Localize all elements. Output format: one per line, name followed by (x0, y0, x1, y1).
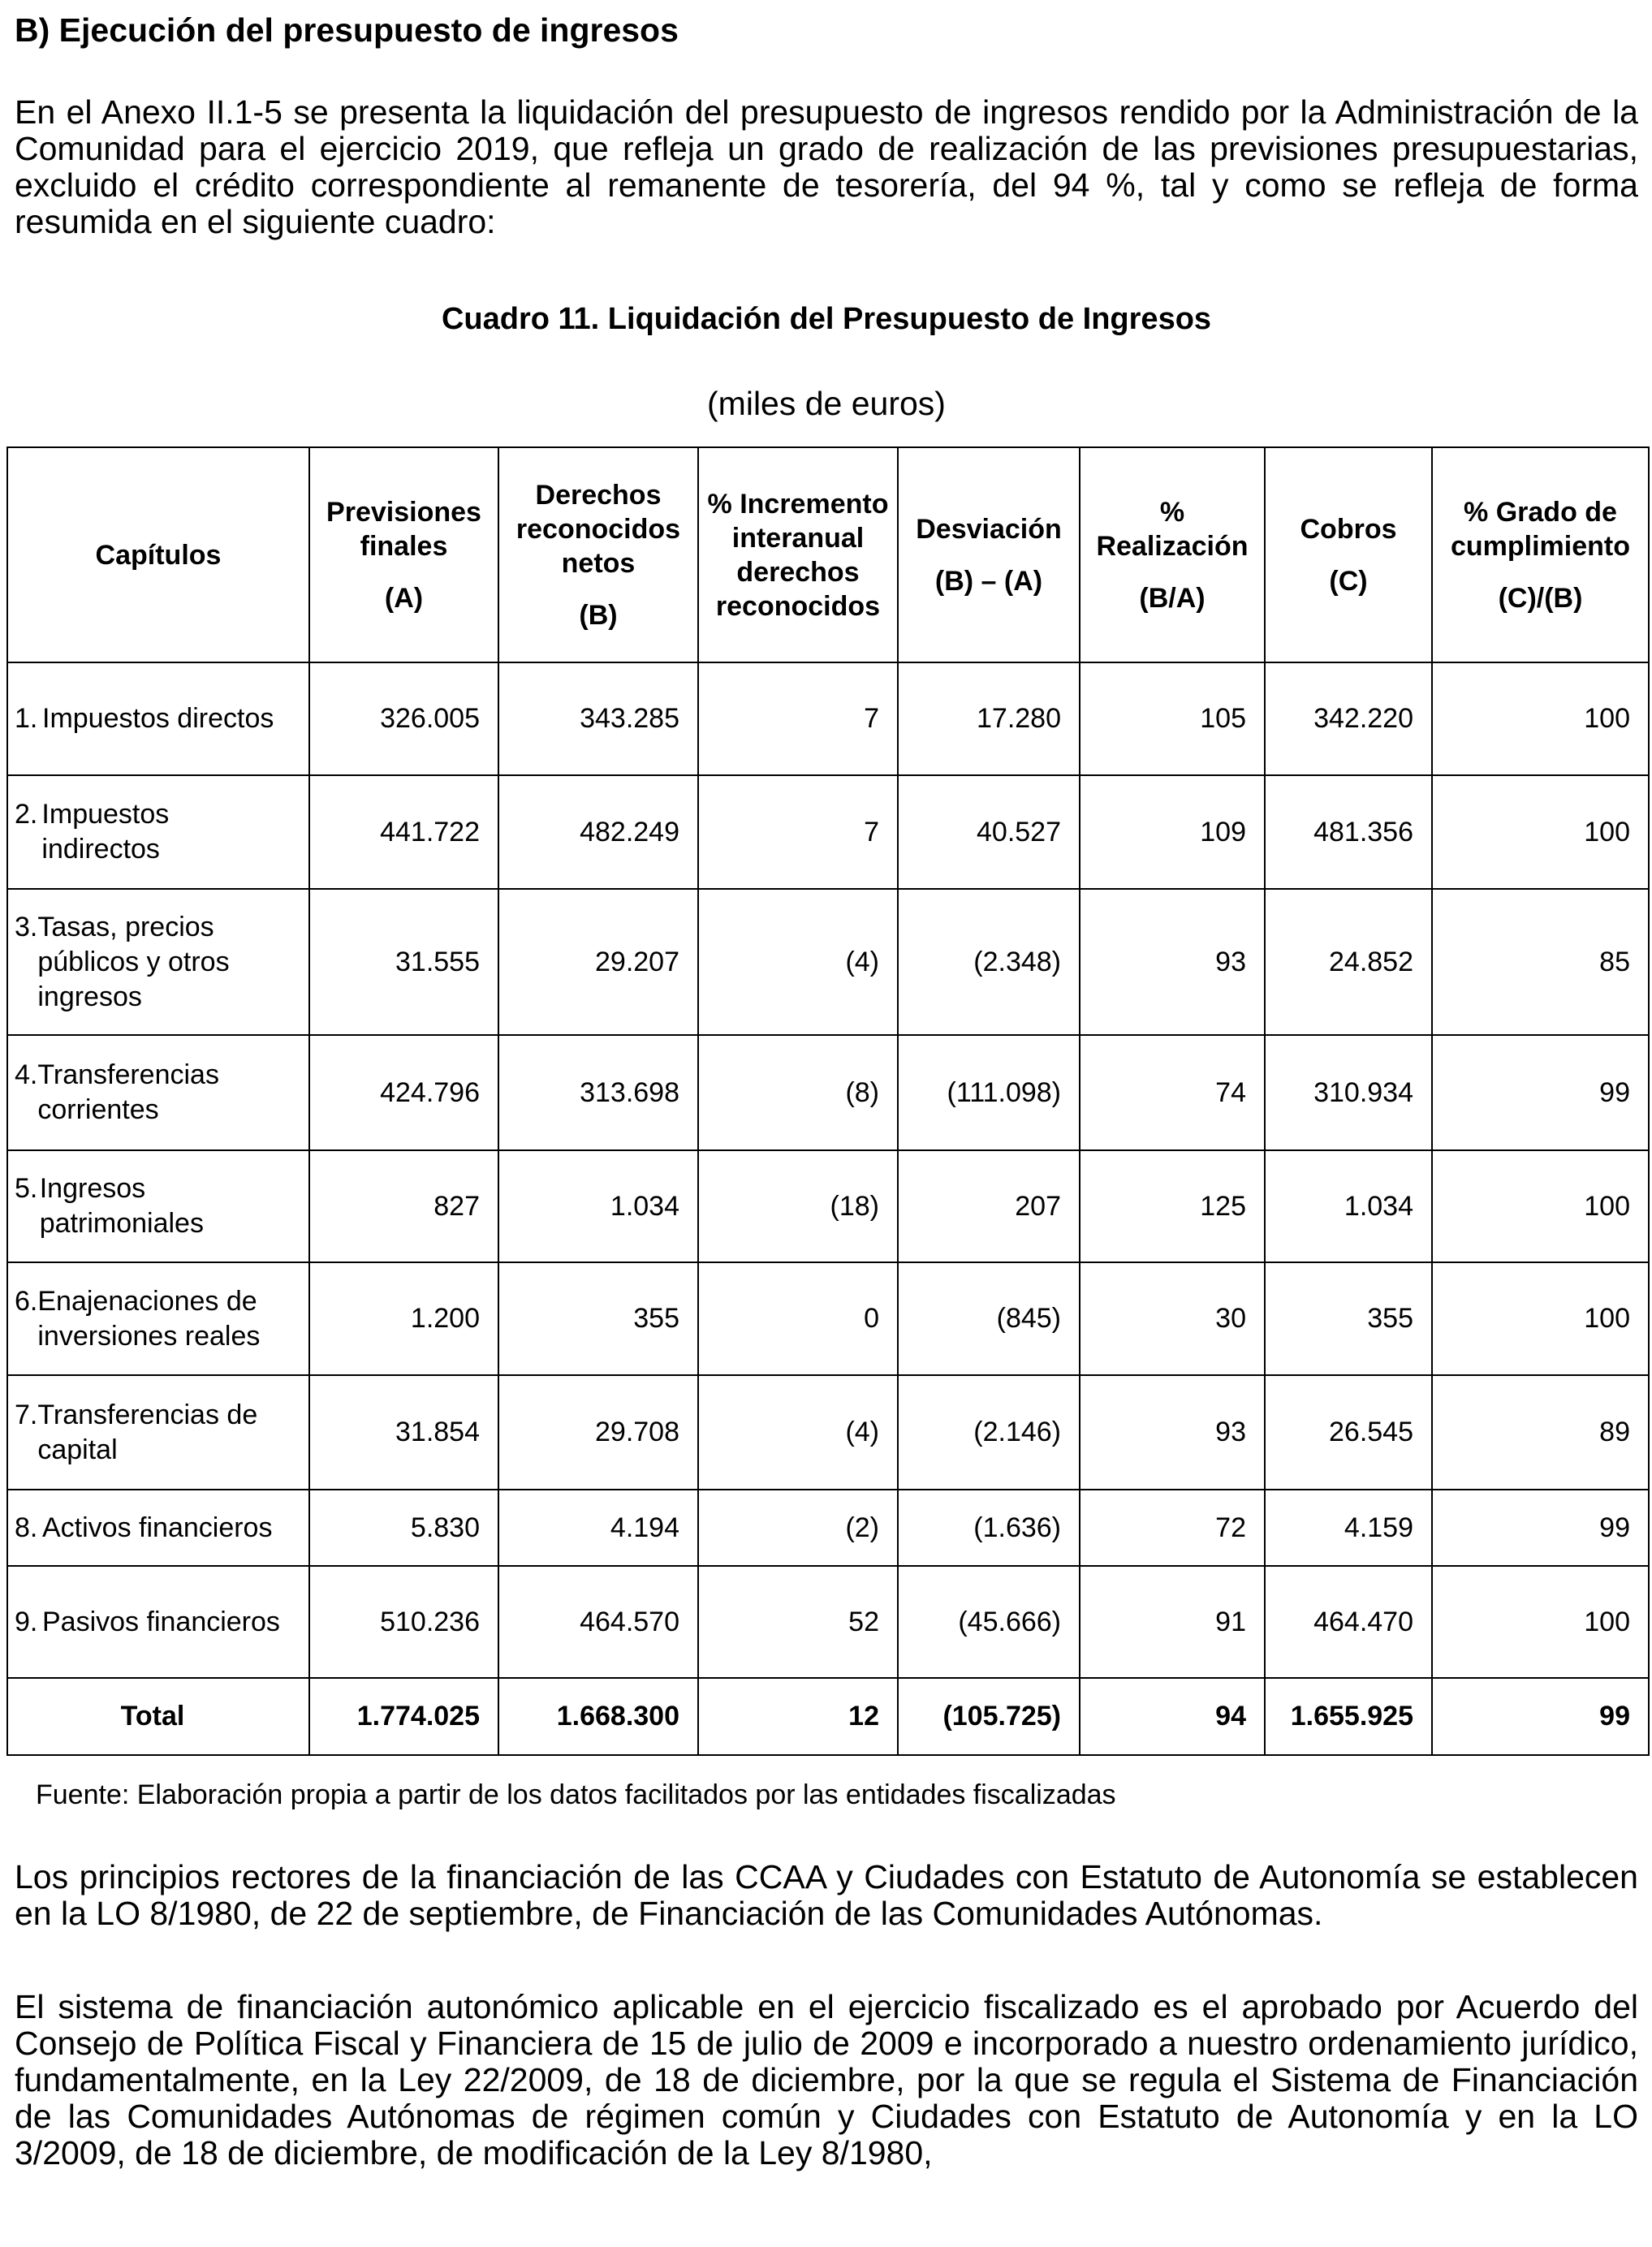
row-chapter-label: Impuestos indirectos (41, 799, 170, 865)
cell-previsiones: 31.854 (309, 1375, 498, 1490)
cell-cumplimiento: 99 (1432, 1490, 1649, 1566)
total-desviacion: (105.725) (898, 1678, 1080, 1755)
header-previsiones-label: Previsiones finales (326, 496, 481, 562)
row-chapter-label: Transferencias de capital (37, 1399, 258, 1465)
cell-cumplimiento: 100 (1432, 662, 1649, 775)
table-row (7, 1566, 1649, 1678)
row-chapter (7, 1490, 309, 1566)
cell-realizacion: 91 (1080, 1566, 1265, 1678)
budget-table (6, 446, 1650, 1756)
header-realizacion-label: % Realización (1096, 496, 1249, 562)
row-chapter (7, 1566, 309, 1678)
total-realizacion: 94 (1080, 1678, 1265, 1755)
row-chapter-number: 6. (15, 1285, 38, 1317)
cell-desviacion: (111.098) (898, 1035, 1080, 1150)
row-chapter (7, 1375, 309, 1490)
total-incremento: 12 (698, 1678, 898, 1755)
header-derechos-sub: (B) (579, 599, 618, 631)
table-row (7, 775, 1649, 889)
row-chapter-label: Activos financieros (42, 1512, 273, 1543)
cell-previsiones: 31.555 (309, 889, 498, 1035)
header-cumplimiento-label: % Grado de cumplimiento (1450, 496, 1631, 562)
cell-derechos: 313.698 (498, 1035, 698, 1150)
row-chapter-number: 2. (15, 799, 38, 830)
cell-cobros: 342.220 (1265, 662, 1432, 775)
intro-paragraph: En el Anexo II.1-5 se presenta la liquidación del presupuesto de ingresos rendido por la Administración de la Comunidad para el ejercicio 2019, que refleja un grado de realización de las previsiones presupuestarias, excluido el crédito correspondiente al remanente de tesorería, del 94 %, tal y como se refleja de forma resumida en el siguiente cuadro: (15, 93, 1638, 240)
row-chapter (7, 775, 309, 889)
cell-incremento: (4) (698, 1375, 898, 1490)
table-row (7, 1035, 1649, 1150)
cell-realizacion: 93 (1080, 1375, 1265, 1490)
cell-cumplimiento: 100 (1432, 1566, 1649, 1678)
cell-derechos: 343.285 (498, 662, 698, 775)
paragraph-financing-principles: Los principios rectores de la financiación de las CCAA y Ciudades con Estatuto de Autonomía se establecen en la LO 8/1980, de 22 de septiembre, de Financiación de las Comunidades Autónomas. (15, 1858, 1638, 1932)
row-chapter-label: Enajenaciones de inversiones reales (37, 1285, 261, 1352)
cell-previsiones: 827 (309, 1150, 498, 1262)
cell-realizacion: 30 (1080, 1262, 1265, 1375)
cell-derechos: 482.249 (498, 775, 698, 889)
cell-realizacion: 74 (1080, 1035, 1265, 1150)
table-total-row (7, 1678, 1649, 1755)
table-row (7, 1262, 1649, 1375)
cell-realizacion: 105 (1080, 662, 1265, 775)
cell-incremento: 7 (698, 662, 898, 775)
cell-previsiones: 424.796 (309, 1035, 498, 1150)
cell-incremento: (2) (698, 1490, 898, 1566)
header-cumplimiento-sub: (C)/(B) (1498, 582, 1583, 614)
row-chapter (7, 889, 309, 1035)
row-chapter-number: 7. (15, 1399, 38, 1430)
cell-previsiones: 326.005 (309, 662, 498, 775)
cell-cumplimiento: 100 (1432, 775, 1649, 889)
cell-desviacion: (2.348) (898, 889, 1080, 1035)
header-derechos (498, 447, 698, 662)
row-chapter-label: Impuestos directos (42, 703, 274, 734)
header-cobros (1265, 447, 1432, 662)
cell-cumplimiento: 99 (1432, 1035, 1649, 1150)
header-cobros-sub: (C) (1329, 565, 1368, 597)
table-row (7, 1150, 1649, 1262)
row-chapter (7, 1035, 309, 1150)
cell-desviacion: 207 (898, 1150, 1080, 1262)
cell-previsiones: 5.830 (309, 1490, 498, 1566)
cell-incremento: (8) (698, 1035, 898, 1150)
table-header-row (7, 447, 1649, 662)
total-previsiones: 1.774.025 (309, 1678, 498, 1755)
row-chapter-label: Ingresos patrimoniales (39, 1173, 204, 1239)
row-chapter-number: 9. (15, 1606, 38, 1637)
row-chapter (7, 662, 309, 775)
table-row (7, 1490, 1649, 1566)
cell-cobros: 4.159 (1265, 1490, 1432, 1566)
total-cobros: 1.655.925 (1265, 1678, 1432, 1755)
source-note: Fuente: Elaboración propia a partir de los datos facilitados por las entidades fiscalizadas (36, 1779, 1116, 1810)
row-chapter-label: Tasas, precios públicos y otros ingresos (37, 911, 230, 1012)
header-derechos-label: Derechos reconocidos netos (515, 479, 681, 579)
table-units: (miles de euros) (707, 385, 946, 422)
total-label: Total (7, 1678, 309, 1755)
header-previsiones-sub: (A) (384, 582, 424, 614)
cell-previsiones: 510.236 (309, 1566, 498, 1678)
cell-desviacion: 17.280 (898, 662, 1080, 775)
row-chapter-number: 1. (15, 703, 38, 734)
header-incremento: % Incremento interanual derechos reconocidos (698, 447, 898, 662)
cell-incremento: 7 (698, 775, 898, 889)
section-heading: B) Ejecución del presupuesto de ingresos (15, 11, 679, 49)
row-chapter (7, 1262, 309, 1375)
cell-cobros: 481.356 (1265, 775, 1432, 889)
header-desviacion-label: Desviación (916, 513, 1062, 545)
table-row (7, 1375, 1649, 1490)
cell-cumplimiento: 100 (1432, 1150, 1649, 1262)
cell-cobros: 355 (1265, 1262, 1432, 1375)
cell-realizacion: 93 (1080, 889, 1265, 1035)
cell-cobros: 310.934 (1265, 1035, 1432, 1150)
cell-cumplimiento: 89 (1432, 1375, 1649, 1490)
header-cumplimiento (1432, 447, 1649, 662)
table-caption: Cuadro 11. Liquidación del Presupuesto de Ingresos (441, 302, 1212, 336)
header-capitulos: Capítulos (7, 447, 309, 662)
cell-desviacion: (45.666) (898, 1566, 1080, 1678)
cell-cobros: 1.034 (1265, 1150, 1432, 1262)
cell-derechos: 29.207 (498, 889, 698, 1035)
cell-derechos: 355 (498, 1262, 698, 1375)
cell-previsiones: 441.722 (309, 775, 498, 889)
cell-incremento: (4) (698, 889, 898, 1035)
cell-derechos: 29.708 (498, 1375, 698, 1490)
cell-realizacion: 125 (1080, 1150, 1265, 1262)
cell-desviacion: (2.146) (898, 1375, 1080, 1490)
table-row (7, 662, 1649, 775)
row-chapter-number: 4. (15, 1059, 38, 1090)
row-chapter-number: 3. (15, 911, 38, 942)
total-cumplimiento: 99 (1432, 1678, 1649, 1755)
cell-previsiones: 1.200 (309, 1262, 498, 1375)
cell-cumplimiento: 100 (1432, 1262, 1649, 1375)
cell-realizacion: 109 (1080, 775, 1265, 889)
cell-incremento: 52 (698, 1566, 898, 1678)
cell-desviacion: 40.527 (898, 775, 1080, 889)
cell-cobros: 26.545 (1265, 1375, 1432, 1490)
row-chapter-number: 5. (15, 1173, 38, 1204)
cell-derechos: 4.194 (498, 1490, 698, 1566)
row-chapter (7, 1150, 309, 1262)
header-previsiones (309, 447, 498, 662)
cell-realizacion: 72 (1080, 1490, 1265, 1566)
cell-desviacion: (1.636) (898, 1490, 1080, 1566)
paragraph-financing-system: El sistema de financiación autonómico aplicable en el ejercicio fiscalizado es el aprobado por Acuerdo del Consejo de Política Fiscal y Financiera de 15 de julio de 2009 e incorporado a nuestro ordenamiento jurídico, fundamentalmente, en la Ley 22/2009, de 18 de diciembre, por la que se regula el Sistema de Financiación de las Comunidades Autónomas de régimen común y Ciudades con Estatuto de Autonomía y en la LO 3/2009, de 18 de diciembre, de modificación de la Ley 8/1980, (15, 1988, 1638, 2172)
table-row (7, 889, 1649, 1035)
cell-cumplimiento: 85 (1432, 889, 1649, 1035)
total-derechos: 1.668.300 (498, 1678, 698, 1755)
row-chapter-label: Transferencias corrientes (37, 1059, 219, 1125)
header-desviacion (898, 447, 1080, 662)
header-desviacion-sub: (B) – (A) (934, 565, 1043, 597)
cell-incremento: (18) (698, 1150, 898, 1262)
header-cobros-label: Cobros (1300, 513, 1397, 545)
row-chapter-number: 8. (15, 1512, 38, 1543)
row-chapter-label: Pasivos financieros (42, 1606, 280, 1637)
header-realizacion (1080, 447, 1265, 662)
cell-cobros: 24.852 (1265, 889, 1432, 1035)
header-realizacion-sub: (B/A) (1139, 582, 1206, 614)
cell-derechos: 464.570 (498, 1566, 698, 1678)
cell-incremento: 0 (698, 1262, 898, 1375)
cell-derechos: 1.034 (498, 1150, 698, 1262)
cell-cobros: 464.470 (1265, 1566, 1432, 1678)
cell-desviacion: (845) (898, 1262, 1080, 1375)
